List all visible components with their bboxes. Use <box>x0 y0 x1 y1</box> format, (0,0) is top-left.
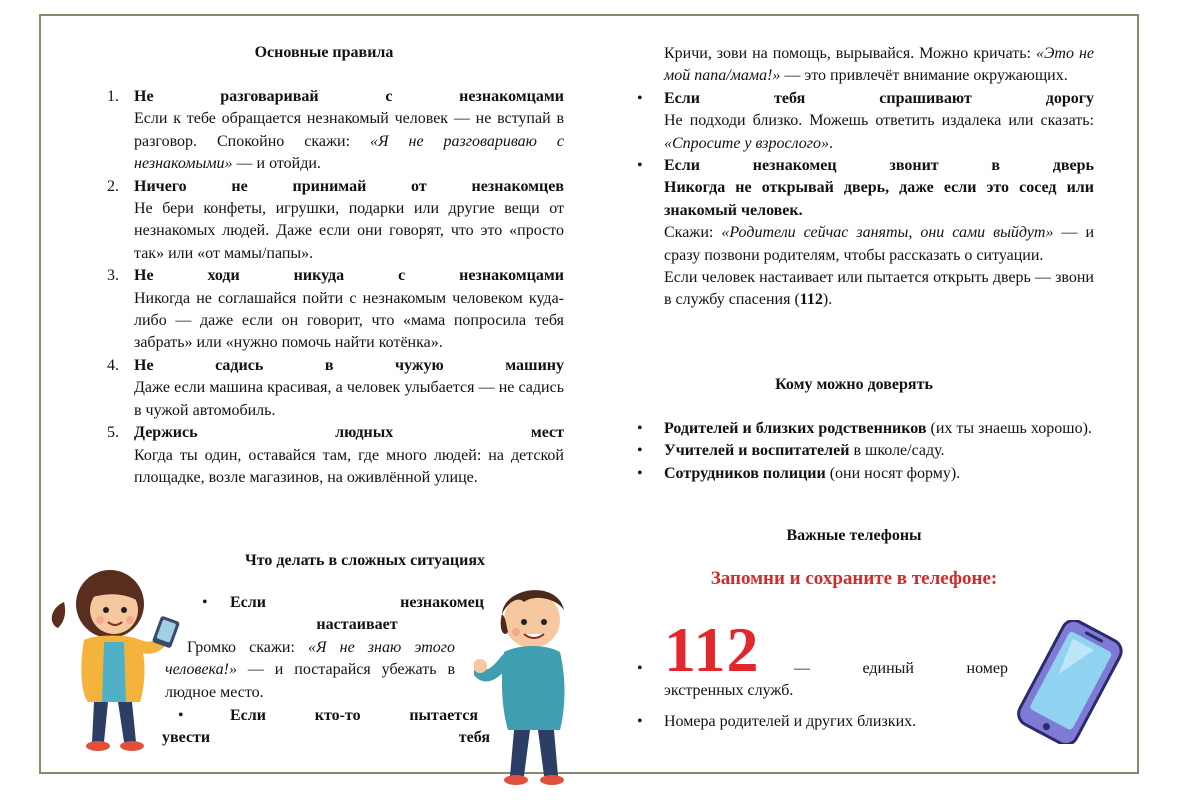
main-rules-heading: Основные правила <box>254 44 394 61</box>
rule-text: Если к тебе обращается незнакомый человек — не вступай в разговор. Спокойно скажи: «Я не разговариваю с незнакомыми» — и отойди. <box>134 110 565 173</box>
difficult-title: Если незнакомец <box>230 594 484 611</box>
rule-number: 2. <box>107 177 119 195</box>
rule-text: Даже если машина красивая, а человек улыбается — не садись в чужой автомобиль. <box>134 379 564 419</box>
difficult-item-2 <box>178 705 478 727</box>
bullet-icon: • <box>637 157 643 175</box>
rule-title: Ничего не принимай от незнакомцев <box>134 177 564 195</box>
door-item <box>637 155 1095 312</box>
rule-title: Не ходи никуда с незнакомцами <box>134 267 564 285</box>
trust-item: • Родителей и близких родственников (их ты знаешь хорошо). <box>664 418 1094 440</box>
difficult-title-cont: увести тебя <box>162 729 490 746</box>
door-last: Если человек настаивает или пытается открыть дверь — звони в службу спасения (112). <box>664 269 1094 309</box>
difficult-title: Если кто-то пытается <box>230 707 478 724</box>
remember-heading: Запомни и сохраните в телефоне: <box>710 568 998 589</box>
bullet-icon: • <box>637 420 643 437</box>
rule-item-3 <box>107 265 564 355</box>
rule-text: Не бери конфеты, игрушки, подарки или другие вещи от незнакомых людей. Даже если они говорят, что это «просто так» или «от мамы/папы». <box>134 200 564 262</box>
road-item <box>637 88 1094 155</box>
emergency-text: — единый номер экстренных служб. <box>664 660 1008 700</box>
bullet-icon: • <box>637 660 643 677</box>
rule-title: Не разговаривай с незнакомцами <box>134 88 564 105</box>
parents-numbers: • Номера родителей и других близких. <box>664 711 1044 733</box>
rules-list <box>107 86 565 489</box>
bullet-icon: • <box>178 707 184 724</box>
boy-waving-illustration <box>474 580 586 790</box>
rule-text: Никогда не соглашайся пойти с незнакомым человеком куда-либо — даже если он говорит, что «мама попросила тебя забрать» или «нужно помочь найти котёнка». <box>134 289 564 352</box>
road-title: Если тебя спрашивают дорогу <box>664 89 1094 107</box>
difficult-situations-heading: Что делать в сложных ситуациях <box>245 552 485 569</box>
trust-item: • Сотрудников полиции (они носят форму). <box>664 463 1094 485</box>
right-column <box>637 43 1095 312</box>
bullet-icon: • <box>637 713 643 730</box>
bullet-icon: • <box>637 89 643 107</box>
difficult-item-2-cont <box>162 727 490 749</box>
rule-number: 3. <box>107 267 119 285</box>
trust-heading: Кому можно доверять <box>775 376 933 393</box>
phones-heading: Важные телефоны <box>786 527 922 544</box>
rule-item-4 <box>107 355 564 422</box>
bullet-icon: • <box>637 442 643 460</box>
rule-title: Держись людных мест <box>134 424 564 442</box>
emergency-number: 112 <box>664 614 760 685</box>
rule-item-2 <box>107 176 564 266</box>
difficult-text-1: Громко скажи: «Я не знаю этого человека!» — и постарайся убежать в людное место. <box>165 639 455 701</box>
rule-number: 1. <box>107 88 119 105</box>
rule-number: 5. <box>107 424 119 442</box>
rule-item-1 <box>107 86 565 176</box>
trust-item: • Учителей и воспитателей в школе/саду. <box>664 440 1094 462</box>
door-warning: Никогда не открывай дверь, даже если это сосед или знакомый человек. <box>664 179 1094 219</box>
scream-continuation: Кричи, зови на помощь, вырывайся. Можно кричать: «Это не мой папа/мама!» — это привлечёт внимание окружающих. <box>664 45 1094 85</box>
difficult-title-cont: настаивает <box>316 616 398 634</box>
rule-text: Когда ты один, оставайся там, где много людей: на детской площадке, возле магазинов, на оживлённой улице. <box>134 446 564 486</box>
door-title: Если незнакомец звонит в дверь <box>664 157 1094 175</box>
rule-title: Не садись в чужую машину <box>134 356 564 374</box>
door-say: Скажи: «Родители сейчас заняты, они сами выйдут» — и сразу позвони родителям, чтобы рассказать о ситуации. <box>664 224 1095 264</box>
girl-with-phone-illustration <box>44 562 184 754</box>
rule-number: 4. <box>107 356 119 374</box>
difficult-item-1 <box>202 592 484 637</box>
smartphone-icon <box>1004 620 1134 744</box>
trust-list <box>637 418 1094 485</box>
bullet-icon: • <box>637 464 643 482</box>
bullet-icon: • <box>202 594 208 611</box>
rule-item-5 <box>107 422 564 489</box>
road-text: Не подходи близко. Можешь ответить издалека или сказать: «Спросите у взрослого». <box>664 112 1094 152</box>
